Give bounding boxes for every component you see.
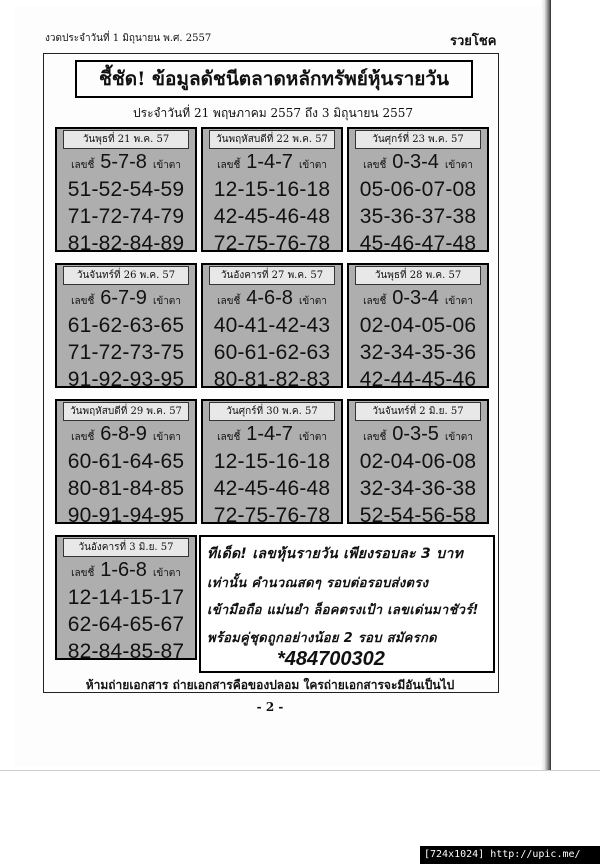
page-edge-shadow (541, 0, 551, 770)
day-card (201, 263, 343, 391)
day-card-lead (203, 151, 341, 177)
day-card-date: วันพฤหัสบดีที่ 22 พ.ค. 57 (209, 130, 335, 149)
number-set: 35-36-37-38 (359, 205, 477, 228)
lead-suffix: เข้าตา (298, 296, 327, 307)
day-card-lead (57, 559, 195, 585)
number-set: 80-81-82-83 (213, 368, 331, 391)
promo-phone-code: *484700302 (277, 648, 385, 670)
promo-box (199, 535, 495, 673)
lead-suffix: เข้าตา (444, 296, 473, 307)
number-set: 02-04-05-06 (359, 314, 477, 337)
day-card-date: วันอังคารที่ 3 มิ.ย. 57 (63, 538, 189, 557)
number-set: 71-72-74-79 (67, 205, 185, 228)
number-set: 05-06-07-08 (359, 178, 477, 201)
lead-label: เลขชี้ (363, 432, 387, 443)
day-card (347, 127, 489, 255)
image-host-watermark: [724x1024] http://upic.me/ (420, 846, 600, 864)
day-card-lead (57, 151, 195, 177)
lead-label: เลขชี้ (71, 432, 95, 443)
lead-digits: 4-6-8 (246, 287, 293, 309)
lead-suffix: เข้าตา (298, 160, 327, 171)
lead-suffix: เข้าตา (152, 160, 181, 171)
day-card-date: วันอังคารที่ 27 พ.ค. 57 (209, 266, 335, 285)
number-set: 40-41-42-43 (213, 314, 331, 337)
lead-suffix: เข้าตา (444, 432, 473, 443)
promo-line-1: ทีเด็ด! เลขหุ้นรายวัน เพียงรอบละ 3 บาท (207, 546, 464, 562)
day-card-date: วันพฤหัสบดีที่ 29 พ.ค. 57 (63, 402, 189, 421)
lead-suffix: เข้าตา (152, 296, 181, 307)
number-set: 45-46-47-48 (359, 232, 477, 255)
day-card-date: วันจันทร์ที่ 2 มิ.ย. 57 (355, 402, 481, 421)
copy-warning: ห้ามถ่ายเอกสาร ถ่ายเอกสารคือของปลอม ใครถ่ายเอกสารจะมีอันเป็นไป (85, 678, 455, 692)
lead-label: เลขชี้ (71, 160, 95, 171)
number-set: 42-44-45-46 (359, 368, 477, 391)
day-card (55, 535, 197, 663)
lead-digits: 0-3-4 (392, 287, 439, 309)
number-set: 82-84-85-87 (67, 640, 185, 663)
number-set: 80-81-84-85 (67, 477, 185, 500)
day-card-lead (349, 423, 487, 449)
lead-digits: 1-4-7 (246, 423, 293, 445)
number-set: 60-61-64-65 (67, 450, 185, 473)
promo-line-3: เข้ามือถือ แม่นยำ ล็อคตรงเป้า เลขเด่นมาชัวร์! (207, 603, 479, 618)
number-set: 32-34-35-36 (359, 341, 477, 364)
number-set: 91-92-93-95 (67, 368, 185, 391)
page-title: ชี้ชัด! ข้อมูลดัชนีตลาดหลักทรัพย์หุ้นรายวัน (75, 60, 473, 98)
number-set: 72-75-76-78 (213, 232, 331, 255)
number-set: 71-72-73-75 (67, 341, 185, 364)
lead-label: เลขชี้ (71, 568, 95, 579)
number-set: 32-34-36-38 (359, 477, 477, 500)
day-card (201, 399, 343, 527)
lead-suffix: เข้าตา (444, 160, 473, 171)
day-card (347, 263, 489, 391)
day-card (55, 127, 197, 255)
lead-label: เลขชี้ (71, 296, 95, 307)
number-set: 02-04-06-08 (359, 450, 477, 473)
lead-digits: 1-6-8 (100, 559, 147, 581)
lead-digits: 0-3-4 (392, 151, 439, 173)
lead-label: เลขชี้ (217, 160, 241, 171)
lead-suffix: เข้าตา (152, 432, 181, 443)
day-card (55, 399, 197, 527)
lead-digits: 0-3-5 (392, 423, 439, 445)
day-card-lead (57, 423, 195, 449)
day-card-lead (57, 287, 195, 313)
day-card (55, 263, 197, 391)
number-set: 90-91-94-95 (67, 504, 185, 527)
number-set: 42-45-46-48 (213, 205, 331, 228)
day-card-lead (349, 287, 487, 313)
day-card-date: วันศุกร์ที่ 30 พ.ค. 57 (209, 402, 335, 421)
number-set: 81-82-84-89 (67, 232, 185, 255)
date-range: ประจำวันที่ 21 พฤษภาคม 2557 ถึง 3 มิถุนายน 2557 (133, 106, 413, 120)
day-card-lead (349, 151, 487, 177)
lead-digits: 5-7-8 (100, 151, 147, 173)
day-card-lead (203, 423, 341, 449)
day-card (347, 399, 489, 527)
number-set: 61-62-63-65 (67, 314, 185, 337)
page-number: - 2 - (256, 700, 284, 714)
number-set: 52-54-56-58 (359, 504, 477, 527)
promo-line-2: เท่านั้น คำนวณสดๆ รอบต่อรอบส่งตรง (207, 576, 429, 591)
lead-label: เลขชี้ (363, 160, 387, 171)
day-card-date: วันจันทร์ที่ 26 พ.ค. 57 (63, 266, 189, 285)
day-card-date: วันพุธที่ 28 พ.ค. 57 (355, 266, 481, 285)
lead-digits: 6-8-9 (100, 423, 147, 445)
day-card (201, 127, 343, 255)
lead-digits: 6-7-9 (100, 287, 147, 309)
number-set: 12-15-16-18 (213, 178, 331, 201)
number-set: 42-45-46-48 (213, 477, 331, 500)
lead-label: เลขชี้ (217, 432, 241, 443)
lead-label: เลขชี้ (217, 296, 241, 307)
day-card-date: วันศุกร์ที่ 23 พ.ค. 57 (355, 130, 481, 149)
number-set: 72-75-76-78 (213, 504, 331, 527)
lead-suffix: เข้าตา (152, 568, 181, 579)
day-card-date: วันพุธที่ 21 พ.ค. 57 (63, 130, 189, 149)
header-publication-name: รวยโชค (450, 34, 497, 49)
number-set: 60-61-62-63 (213, 341, 331, 364)
number-set: 51-52-54-59 (67, 178, 185, 201)
day-card-lead (203, 287, 341, 313)
promo-line-4: พร้อมคู่ชุดถูกอย่างน้อย 2 รอบ สมัครกด (207, 631, 437, 646)
lead-digits: 1-4-7 (246, 151, 293, 173)
number-set: 12-14-15-17 (67, 586, 185, 609)
lead-label: เลขชี้ (363, 296, 387, 307)
number-set: 12-15-16-18 (213, 450, 331, 473)
number-set: 62-64-65-67 (67, 613, 185, 636)
page-bottom-line (0, 770, 600, 771)
lead-suffix: เข้าตา (298, 432, 327, 443)
header-issue-date: งวดประจำวันที่ 1 มิถุนายน พ.ศ. 2557 (45, 33, 212, 44)
